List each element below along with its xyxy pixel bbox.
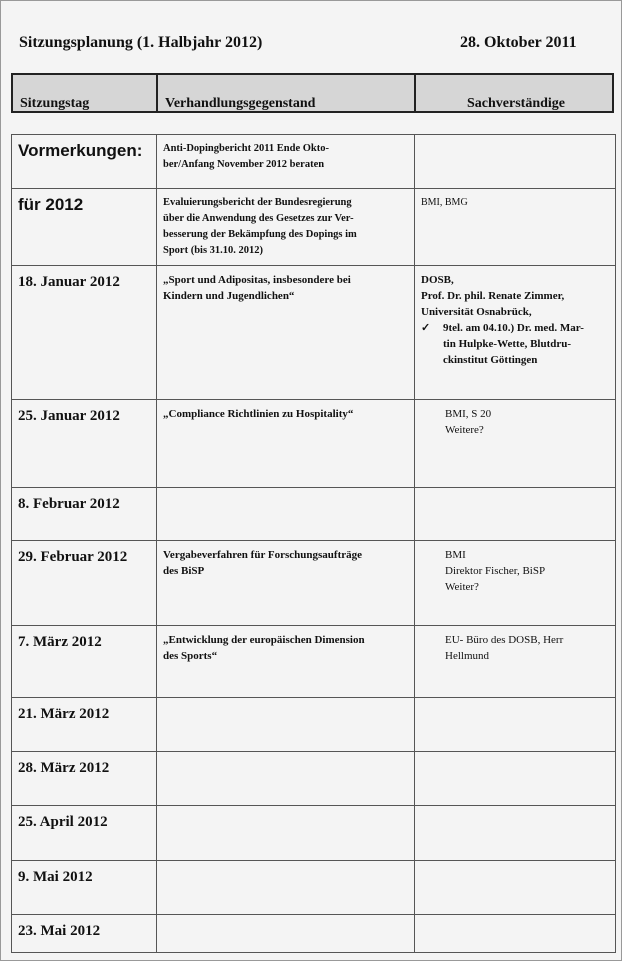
expert-line: DOSB, [421,274,454,286]
meeting-day: 28. März 2012 [12,752,157,806]
table-row [12,135,616,189]
agenda-topic [157,400,415,488]
document-date: 28. Oktober 2011 [460,34,577,51]
agenda-topic [157,541,415,626]
experts [415,266,616,400]
table-row [12,541,616,626]
topic-line: des Sports“ [163,650,218,662]
expert-line: 9tel. am 04.10.) Dr. med. Mar- [443,322,584,334]
experts [415,189,616,266]
agenda-topic [157,861,415,915]
experts [415,752,616,806]
expert-line: tin Hulpke-Wette, Blutdru- [443,338,572,350]
agenda-topic [157,806,415,861]
topic-line: „Entwicklung der europäischen Dimension [163,634,365,646]
topic-line: über die Anwendung des Gesetzes zur Ver- [163,213,354,224]
experts [415,806,616,861]
table-row [12,626,616,698]
agenda-topic [157,915,415,953]
experts [415,626,616,698]
column-header: Sachverständige [467,96,565,111]
topic-line: „Compliance Richtlinien zu Hospitality“ [163,408,354,420]
table-row [12,752,616,806]
meeting-day: 25. Januar 2012 [12,400,157,488]
expert-line: ckinstitut Göttingen [443,354,538,366]
meeting-day: 25. April 2012 [12,806,157,861]
table-row [12,488,616,541]
topic-line: Kindern und Jugendlichen“ [163,290,295,302]
table-header [11,73,614,113]
agenda-topic [157,189,415,266]
experts [415,861,616,915]
topic-line: Evaluierungsbericht der Bundesregierung [163,197,352,208]
expert-line: BMI, S 20 [445,408,492,420]
table-row [12,266,616,400]
expert-line: Direktor Fischer, BiSP [445,565,546,577]
checkmark-icon: ✓ [421,322,431,334]
expert-line: Prof. Dr. phil. Renate Zimmer, [421,290,565,302]
meeting-day: Vormerkungen: [12,135,157,189]
agenda-topic [157,135,415,189]
table-row [12,698,616,752]
topic-line: Anti-Dopingbericht 2011 Ende Okto- [163,143,329,154]
table-row [12,400,616,488]
experts [415,915,616,953]
table-row [12,806,616,861]
table-row [12,861,616,915]
topic-line: „Sport und Adipositas, insbesondere bei [163,274,351,286]
topic-line: ber/Anfang November 2012 beraten [163,159,325,170]
column-header: Verhandlungsgegenstand [158,75,416,112]
expert-line: EU- Büro des DOSB, Herr [445,634,564,646]
expert-line: BMI, BMG [421,197,468,208]
topic-line: des BiSP [163,565,205,577]
schedule-table [11,134,616,953]
table-row [12,189,616,266]
agenda-topic [157,626,415,698]
expert-line: Weiter? [445,581,479,593]
agenda-topic [157,488,415,541]
experts [415,135,616,189]
experts [415,400,616,488]
experts [415,488,616,541]
agenda-topic [157,698,415,752]
topic-line: Vergabeverfahren für Forschungsaufträge [163,549,362,561]
column-header: Sitzungstag [13,75,158,112]
agenda-topic [157,266,415,400]
expert-line: Universität Osnabrück, [421,306,532,318]
experts [415,698,616,752]
meeting-day: 18. Januar 2012 [12,266,157,400]
topic-line: besserung der Bekämpfung des Dopings im [163,229,357,240]
document-title: Sitzungsplanung (1. Halbjahr 2012) [19,34,263,51]
meeting-day: für 2012 [12,189,157,266]
meeting-day: 8. Februar 2012 [12,488,157,541]
meeting-day: 23. Mai 2012 [12,915,157,953]
expert-line: Hellmund [445,650,489,662]
agenda-topic [157,752,415,806]
topic-line: Sport (bis 31.10. 2012) [163,245,264,256]
meeting-day: 29. Februar 2012 [12,541,157,626]
meeting-day: 7. März 2012 [12,626,157,698]
expert-line: Weitere? [445,424,484,436]
table-row [12,915,616,953]
experts [415,541,616,626]
meeting-day: 9. Mai 2012 [12,861,157,915]
expert-line: BMI [445,549,466,561]
meeting-day: 21. März 2012 [12,698,157,752]
